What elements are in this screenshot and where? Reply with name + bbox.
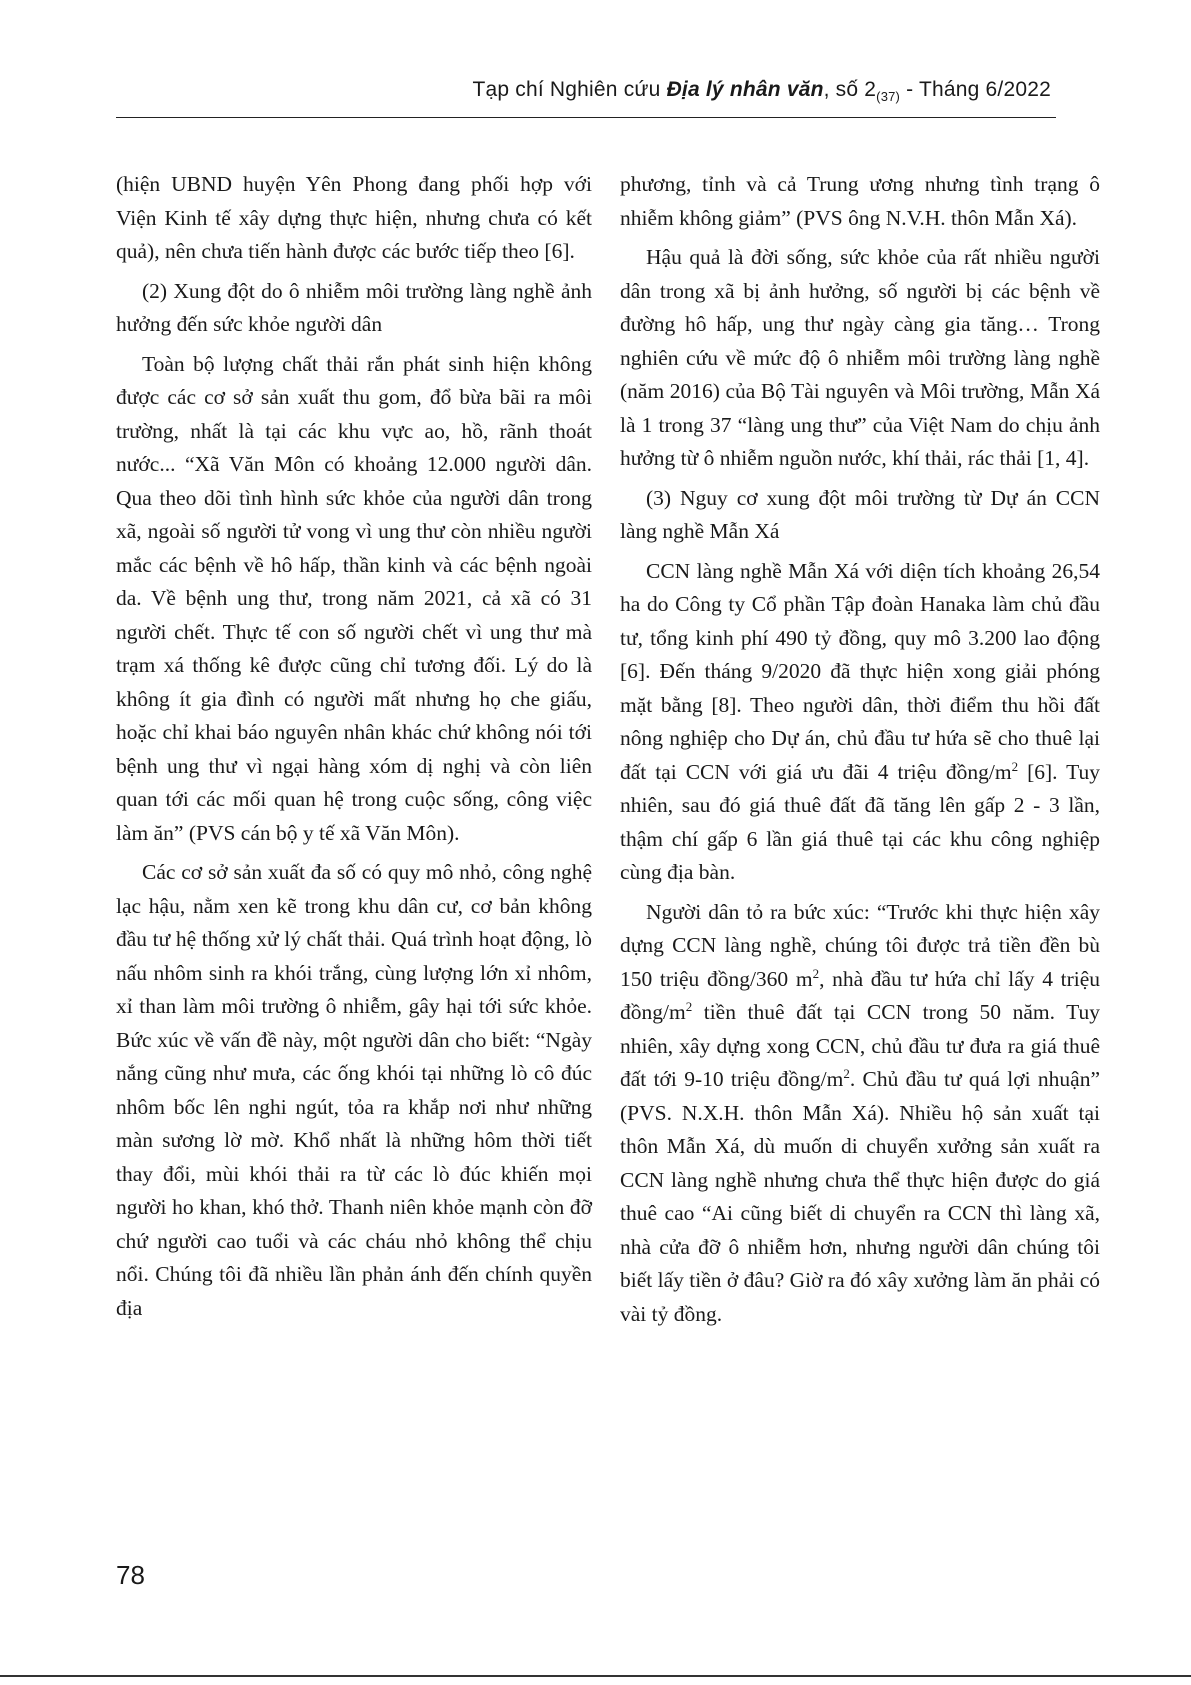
superscript: 2	[1011, 758, 1019, 774]
header-issue-sub: (37)	[876, 89, 901, 105]
text-run: CCN làng nghề Mẫn Xá với diện tích khoảng 26,54 ha do Công ty Cổ phần Tập đoàn Hanaka làm chủ đầu tư, tổng kinh phí 490 tỷ đồng, quy mô 3.200 lao động [6]. Đến tháng 9/2020 đã thực hiện xong giải phóng mặt bằng [8]. Theo người dân, thời điểm thu hồi đất nông nghiệp cho Dự án, chủ đầu tư hứa sẽ cho thuê lại đất tại CCN với giá ưu đãi 4 triệu đồng/m	[620, 558, 1100, 784]
section-heading-3: (3) Nguy cơ xung đột môi trường từ Dự án CCN làng nghề Mẫn Xá	[620, 485, 1100, 543]
page-number: 78	[116, 1560, 145, 1590]
paragraph: phương, tỉnh và cả Trung ương nhưng tình trạng ô nhiễm không giảm” (PVS ông N.V.H. thôn Mẫn Xá).	[620, 172, 1100, 230]
left-column	[116, 168, 592, 1331]
superscript: 2	[843, 1065, 850, 1081]
header-date: - Tháng 6/2022	[900, 78, 1051, 101]
text-run: [6]. Tuy nhiên, sau đó giá thuê đất đã tăng lên gấp 2 - 3 lần, thậm chí gấp 6 lần giá thuê tại các khu công nghiệp cùng địa bàn.	[620, 759, 1100, 884]
paragraph	[620, 896, 1100, 1332]
header-pre: Tạp chí Nghiên cứu	[472, 78, 667, 101]
paragraph	[620, 555, 1100, 890]
header-issue: , số 2	[823, 78, 877, 101]
footer-rule	[0, 1675, 1191, 1677]
text-run: . Chủ đầu tư quá lợi nhuận” (PVS. N.X.H. thôn Mẫn Xá). Nhiều hộ sản xuất tại thôn Mẫn Xá, dù muốn di chuyển xưởng sản xuất ra CCN làng nghề nhưng chưa thể thực hiện được do giá thuê cao “Ai cũng biết di chuyển ra CCN thì làng xã, nhà cửa đỡ ô nhiễm hơn, nhưng người dân chúng tôi biết lấy tiền ở đâu? Giờ ra đó xây xưởng làm ăn phải có vài tỷ đồng.	[620, 1067, 1100, 1326]
right-column	[620, 168, 1100, 1337]
paragraph: (hiện UBND huyện Yên Phong đang phối hợp với Viện Kinh tế xây dựng thực hiện, nhưng chưa có kết quả), nên chưa tiến hành được các bước tiếp theo [6].	[116, 172, 592, 263]
paragraph: Toàn bộ lượng chất thải rắn phát sinh hiện không được các cơ sở sản xuất thu gom, đổ bừa bãi ra môi trường, nhất là tại các khu vực ao, hồ, rãnh thoát nước... “Xã Văn Môn có khoảng 12.000 người dân. Qua theo dõi tình hình sức khỏe của người dân trong xã, ngoài số người tử vong vì ung thư còn nhiều người mắc các bệnh về hô hấp, thần kinh và các bệnh ngoài da. Về bệnh ung thư, trong năm 2021, cả xã có 31 người chết. Thực tế con số người chết vì ung thư mà trạm xá thống kê được cũng chỉ tương đối. Lý do là không ít gia đình có người mất nhưng họ che giấu, hoặc chỉ khai báo nguyên nhân khác chứ không nói tới bệnh ung thư vì ngại hàng xóm dị nghị và còn liên quan tới các mối quan hệ trong cuộc sống, công việc làm ăn” (PVS cán bộ y tế xã Văn Môn).	[116, 351, 592, 845]
header-title-emphasis: Địa lý nhân văn	[666, 78, 824, 101]
text-run: , nhà đầu tư hứa chỉ lấy 4 triệu đồng/m	[620, 966, 1100, 1024]
section-heading-2: (2) Xung đột do ô nhiễm môi trường làng nghề ảnh hưởng đến sức khỏe người dân	[116, 278, 592, 336]
text-run: Người dân tỏ ra bức xúc: “Trước khi thực hiện xây dựng CCN làng nghề, chúng tôi được trả tiền đền bù 150 triệu đồng/360 m	[620, 899, 1100, 991]
paragraph: Hậu quả là đời sống, sức khỏe của rất nhiều người dân trong xã bị ảnh hưởng, số người bị các bệnh về đường hô hấp, ung thư ngày càng gia tăng… Trong nghiên cứu về mức độ ô nhiễm môi trường làng nghề (năm 2016) của Bộ Tài nguyên và Môi trường, Mẫn Xá là 1 trong 37 “làng ung thư” của Việt Nam do chịu ảnh hưởng từ ô nhiễm nguồn nước, khí thải, rác thải [1, 4].	[620, 245, 1100, 470]
journal-header	[472, 78, 1051, 104]
superscript: 2	[685, 998, 693, 1014]
paragraph: Các cơ sở sản xuất đa số có quy mô nhỏ, công nghệ lạc hậu, nằm xen kẽ trong khu dân cư, cơ bản không đầu tư hệ thống xử lý chất thải. Quá trình hoạt động, lò nấu nhôm sinh ra khói trắng, cùng lượng lớn xỉ nhôm, xỉ than làm môi trường ô nhiễm, gây hại tới sức khỏe. Bức xúc về vấn đề này, một người dân cho biết: “Ngày nắng cũng như mưa, các ống khói tại những lò cô đúc nhôm bốc lên nghi ngút, tỏa ra khắp nơi như những màn sương lờ mờ. Khổ nhất là những hôm thời tiết thay đổi, mùi khói thải ra từ các lò đúc khiến mọi người ho khan, khó thở. Thanh niên khỏe mạnh còn đỡ chứ người cao tuổi và các cháu nhỏ không thể chịu nổi. Chúng tôi đã nhiều lần phản ánh đến chính quyền địa	[116, 860, 592, 1320]
superscript: 2	[812, 965, 820, 981]
text-run: tiền thuê đất tại CCN trong 50 năm. Tuy nhiên, xây dựng xong CCN, chủ đầu tư đưa ra giá thuê đất tới 9-10 triệu đồng/m	[620, 1000, 1100, 1091]
header-rule	[116, 117, 1056, 118]
